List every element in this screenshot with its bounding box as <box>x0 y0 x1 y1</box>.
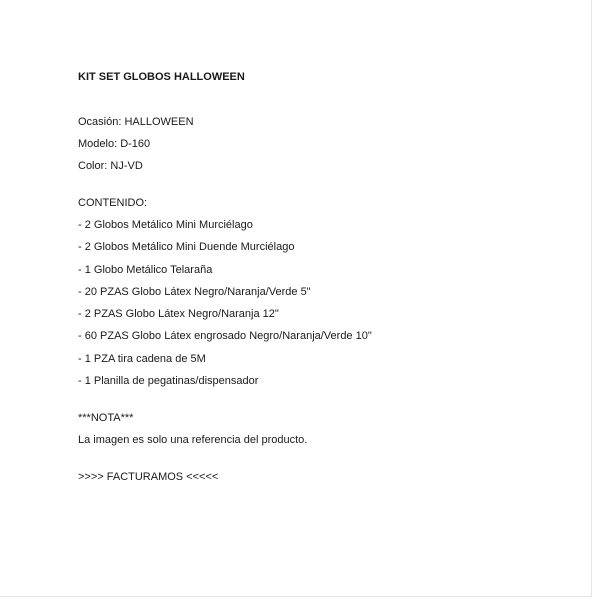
list-item: - 2 Globos Metálico Mini Duende Murciélago <box>78 241 295 254</box>
contents-heading: CONTENIDO: <box>78 197 148 209</box>
note-text: La imagen es solo una referencia del producto. <box>78 434 308 447</box>
footer-invoice-notice: >>>> FACTURAMOS <<<<< <box>78 471 219 484</box>
list-item: - 20 PZAS Globo Látex Negro/Naranja/Verde 5" <box>78 285 311 298</box>
contents-list <box>78 218 578 388</box>
product-title: KIT SET GLOBOS HALLOWEEN <box>78 71 245 83</box>
list-item: - 2 Globos Metálico Mini Murciélago <box>78 219 253 231</box>
list-item: - 1 PZA tira cadena de 5M <box>78 352 206 365</box>
list-item: - 1 Planilla de pegatinas/dispensador <box>78 375 259 388</box>
list-item: - 60 PZAS Globo Látex engrosado Negro/Naranja/Verde 10" <box>78 330 372 343</box>
product-description <box>78 70 578 484</box>
list-item: - 2 PZAS Globo Látex Negro/Naranja 12" <box>78 308 279 321</box>
detail-occasion: Ocasión: HALLOWEEN <box>78 116 194 128</box>
detail-color: Color: NJ-VD <box>78 160 143 172</box>
list-item: - 1 Globo Metálico Telaraña <box>78 263 213 276</box>
note-heading: ***NOTA*** <box>78 412 134 425</box>
detail-model: Modelo: D-160 <box>78 138 151 150</box>
